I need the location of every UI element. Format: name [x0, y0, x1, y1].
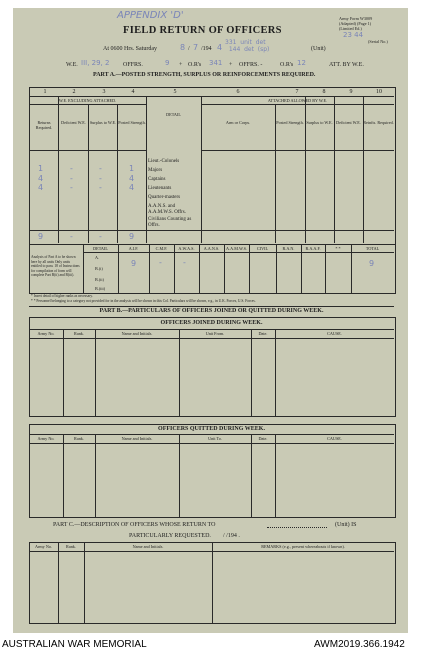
col-num-4: 4: [131, 89, 135, 95]
an-col-cmf: C.M.F.: [155, 246, 168, 251]
hdr-right-posted: Posted Strength.: [276, 120, 304, 125]
rank-civilians: Civilians Counting as Offrs.: [148, 217, 192, 228]
top-right-handwriting: 23 44: [343, 31, 364, 39]
ors2-count: 12: [297, 59, 306, 67]
rank-quartermasters: Quarter-masters: [148, 195, 181, 200]
val-r1-c1: 1: [38, 164, 44, 173]
col-num-9: 9: [349, 89, 353, 95]
attached-header: ATTACHED ALLOWED BY W.E.: [267, 98, 328, 103]
rank-aans: A.A.N.S. and A.A.M.W.S. Offrs.: [148, 204, 186, 215]
date-slash: /: [188, 46, 190, 52]
date-year: 4: [217, 43, 223, 52]
year-prefix: /194: [201, 46, 212, 52]
an-col-civil: CIVIL: [256, 246, 269, 251]
val-r3-c2: -: [70, 183, 73, 192]
val-r3-c4: 4: [129, 183, 135, 192]
form-limited: (Limited Ed.): [339, 26, 362, 31]
an-col-detail: DETAIL: [93, 246, 108, 251]
rank-majors: Majors: [148, 168, 163, 173]
serial-number-label: (Serial No.): [368, 39, 388, 44]
offrs-count: 9: [165, 59, 170, 67]
an-val-total: 9: [369, 259, 375, 268]
quitted-col-date: Date.: [258, 436, 268, 441]
at-line: At 0600 Hrs. Saturday: [103, 46, 157, 52]
part-a-title: PART A.—POSTED STRENGTH, SURPLUS OR REINFORCEMENTS REQUIRED.: [93, 72, 316, 78]
joined-col-unit-from: Unit From.: [205, 331, 225, 336]
quitted-col-unit-to: Unit To.: [208, 436, 222, 441]
part-c-title-unit: (Unit) IS: [335, 522, 357, 528]
part-c-col-remarks: REMARKS (e.g., present whereabouts if known).: [261, 544, 345, 549]
part-c-col-name: Name and Initials.: [132, 544, 164, 549]
quitted-col-rank: Rank.: [74, 436, 84, 441]
col-num-3: 3: [102, 89, 106, 95]
date-day: 8: [180, 43, 186, 52]
hdr-arm-corps: Arm or Corps.: [225, 120, 251, 125]
part-a-table: [29, 87, 396, 245]
footer-accession: AWM2019.366.1942: [314, 639, 405, 650]
plus-sign-2: +: [229, 62, 233, 68]
val-r2-c2: -: [70, 174, 73, 183]
ors2-label: O.R's: [280, 62, 294, 68]
an-row-b1: B.(i): [95, 266, 103, 271]
an-col-other: * *: [335, 246, 341, 251]
offrs2-label: OFFRS. -: [239, 62, 263, 68]
part-b-title: PART B.—PARTICULARS OF OFFICERS JOINED OR QUITTED DURING WEEK.: [99, 308, 324, 314]
ors-count: 341: [209, 59, 223, 67]
val-r1-c3: -: [99, 164, 102, 173]
form-number: Army Form W3009: [339, 16, 373, 21]
plus-sign: +: [179, 62, 183, 68]
part-c-date: / /194 .: [223, 533, 240, 539]
we-label: W.E.: [66, 62, 78, 68]
quitted-col-cause: CAUSE.: [327, 436, 342, 441]
col-num-6: 6: [236, 89, 240, 95]
total-c1: 9: [38, 232, 44, 241]
part-c-title-a: PART C.—DESCRIPTION OF OFFICERS WHOSE RETURN TO: [53, 522, 216, 528]
quitted-title: OFFICERS QUITTED DURING WEEK.: [158, 426, 265, 432]
col-num-1: 1: [43, 89, 47, 95]
joined-col-army-no: Army No.: [37, 331, 55, 336]
col-num-10: 10: [376, 89, 382, 95]
part-c-title-b: PARTICULARLY REQUESTED.: [129, 533, 211, 539]
form-title: FIELD RETURN OF OFFICERS: [123, 25, 282, 36]
an-val-dash2: -: [183, 258, 186, 267]
an-val-aif: 9: [131, 259, 137, 268]
an-col-ran: R.A.N.: [282, 246, 295, 251]
form-adapted: (Adapted) (Page 1): [339, 21, 372, 26]
val-r2-c3: -: [99, 174, 102, 183]
hdr-reinfts: Reinfts. Required.: [363, 120, 394, 125]
an-row-b3: B.(iii): [95, 286, 106, 291]
an-col-awas: A.W.A.S.: [178, 246, 195, 251]
unit-handwriting: 331 unit det 144 det (sp): [225, 39, 270, 53]
col-num-2: 2: [72, 89, 76, 95]
col-num-8: 8: [322, 89, 326, 95]
form-paper: [13, 8, 408, 633]
val-r3-c3: -: [99, 183, 102, 192]
joined-col-rank: Rank.: [74, 331, 84, 336]
hdr-right-surplus: Surplus to W.E.: [306, 120, 333, 125]
we-excluding-header: W.E. EXCLUDING ATTACHED.: [58, 98, 117, 103]
val-r2-c1: 4: [38, 174, 44, 183]
an-val-dash1: -: [159, 258, 162, 267]
an-row-a: A.: [95, 255, 100, 260]
hdr-posted-strength: Posted Strength.: [118, 120, 146, 125]
total-c2: -: [70, 232, 73, 241]
quitted-col-army-no: Army No.: [37, 436, 55, 441]
footer-institution: AUSTRALIAN WAR MEMORIAL: [2, 639, 147, 650]
an-col-aamws: A.A.M.W.S.: [226, 246, 247, 251]
hdr-surplus-we: Surplus to W.E.: [89, 120, 117, 125]
an-col-aif: A.I.F.: [128, 246, 139, 251]
unit-label: (Unit): [311, 46, 326, 52]
quitted-col-name: Name and Initials.: [121, 436, 153, 441]
hdr-right-deficient: Deficient W.E.: [336, 120, 361, 125]
hdr-returns-required: Returns Required.: [35, 120, 53, 130]
rank-lt-col: Lieut.-Colonels: [148, 159, 180, 164]
rank-lieutenants: Lieutenants: [148, 186, 172, 191]
offrs-label: OFFRS.: [123, 62, 143, 68]
col-num-5: 5: [173, 89, 177, 95]
an-col-raaf: R.A.A.F.: [305, 246, 321, 251]
footnote-2: * * Personnel belonging to a category not provided for in the analysis will be shown in this Col. Particulars will be shown, e.g., in U.K. Forces, U.S. Forces.: [31, 299, 256, 303]
appendix-handwriting: APPENDIX 'D': [117, 10, 184, 21]
ors-label: O.R's: [188, 62, 202, 68]
att-label: ATT. BY W.E.: [329, 62, 364, 68]
part-c-col-army-no: Army No.: [35, 544, 52, 549]
joined-col-date: Date.: [258, 331, 268, 336]
joined-col-name: Name and Initials.: [121, 331, 153, 336]
an-col-total: TOTAL: [365, 246, 380, 251]
col-num-7: 7: [295, 89, 299, 95]
part-c-col-rank: Rank.: [66, 544, 76, 549]
val-r2-c4: 4: [129, 174, 135, 183]
detail-header: DETAIL: [166, 112, 181, 117]
joined-title: OFFICERS JOINED DURING WEEK.: [160, 320, 263, 326]
footnote-1: * Insert detail of higher ranks as necessary.: [31, 294, 93, 298]
total-c4: 9: [129, 232, 135, 241]
we-number: III, 29, 2: [81, 59, 110, 67]
an-row-b2: B.(ii): [95, 277, 104, 282]
joined-col-cause: CAUSE.: [327, 331, 342, 336]
val-r1-c4: 1: [129, 164, 135, 173]
rank-captains: Captains: [148, 177, 166, 182]
date-month: 7: [193, 43, 199, 52]
val-r1-c2: -: [70, 164, 73, 173]
total-c3: -: [99, 232, 102, 241]
hdr-deficient-we: Deficient W.E.: [61, 120, 86, 125]
an-col-aans: A.A.N.S.: [203, 246, 220, 251]
val-r3-c1: 4: [38, 183, 44, 192]
analysis-note: Analysis of Part A to be shown here by all units Only units entitled to para. 18 of Instructions for compilation of form will complete Part B(ii) and B(iii).: [31, 255, 80, 277]
